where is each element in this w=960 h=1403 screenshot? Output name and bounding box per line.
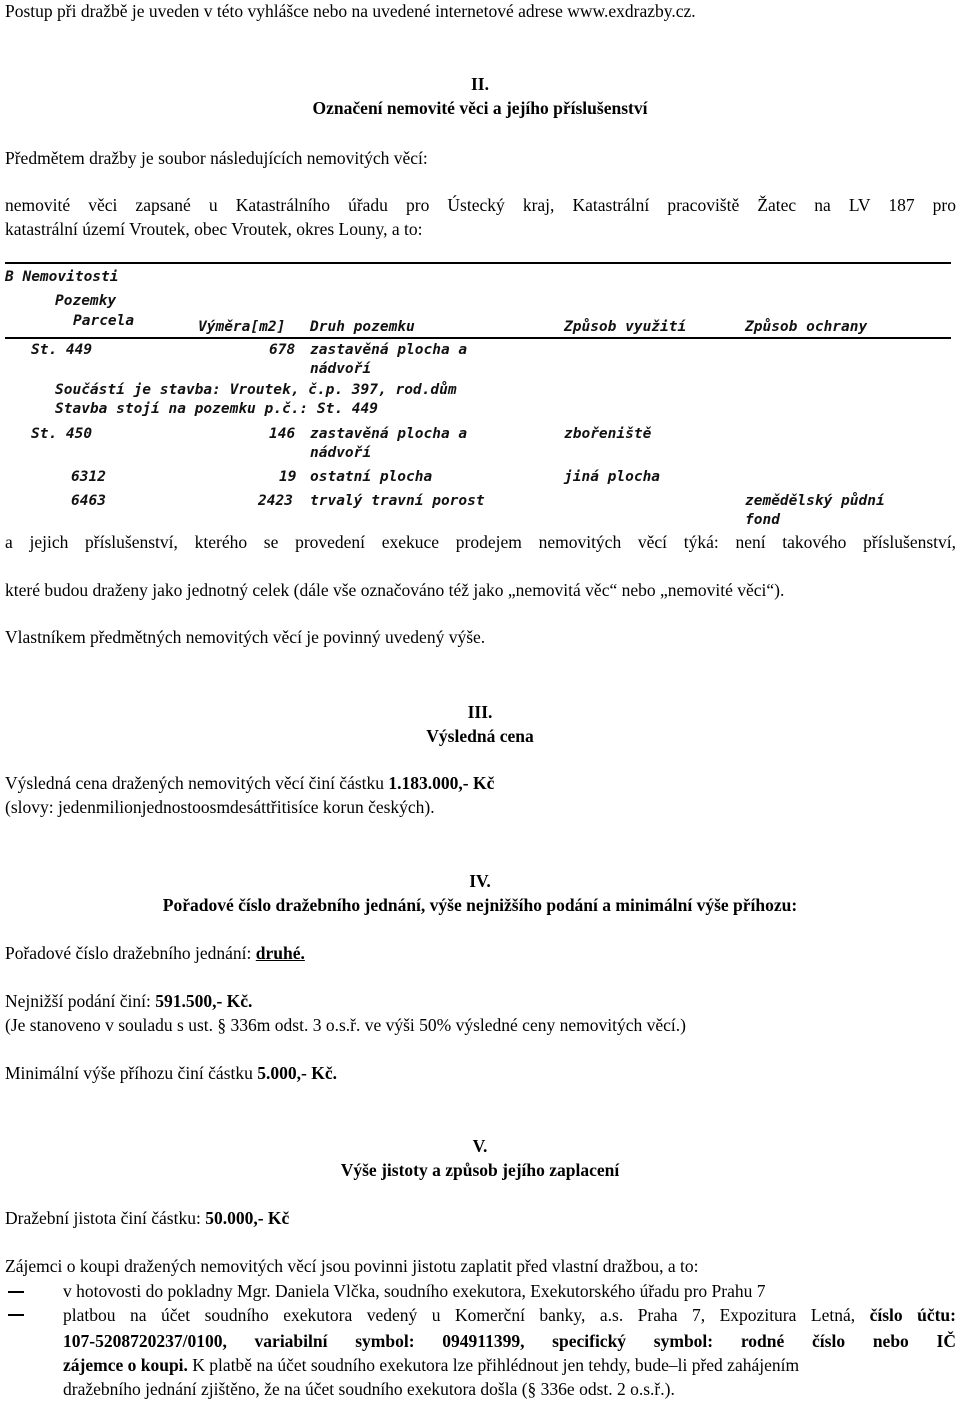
auction-order-value: druhé. (255, 943, 305, 963)
transfer-condition: K platbě na účet soudního exekutora lze přihlédnout jen tehdy, bude–li před zahájením (187, 1355, 800, 1375)
deposit-label: Dražební jistota činí částku: (5, 1208, 206, 1228)
final-price-label: Výsledná cena dražených nemovitých věcí činí částku (5, 773, 389, 793)
section-2-number: II. (471, 74, 489, 94)
row4-parcel: 6463 (71, 493, 106, 509)
section-5-number: V. (472, 1136, 488, 1156)
auction-order-label: Pořadové číslo dražebního jednání: (5, 943, 256, 963)
minimum-bid-value: 591.500,- Kč. (155, 991, 253, 1011)
row2-area: 146 (269, 426, 296, 442)
section-3-title: Výsledná cena (426, 726, 534, 746)
row3-parcel: 6312 (71, 469, 106, 485)
row2-type-cont: nádvoří (310, 445, 372, 461)
col-protection: Způsob ochrany (745, 319, 868, 335)
payment-option-transfer-line3 (63, 1354, 956, 1376)
property-paragraph-line2: katastrální území Vroutek, obec Vroutek, okres Louny, a to: (5, 219, 423, 239)
col-area: Výměra[m2] (198, 319, 286, 335)
row1-type: zastavěná plocha a (310, 342, 468, 358)
minimum-increment-value: 5.000,- Kč. (257, 1063, 337, 1083)
col-land-type: Druh pozemku (310, 319, 415, 335)
owner-paragraph: Vlastníkem předmětných nemovitých věcí je povinný uvedený výše. (5, 627, 486, 647)
row4-type: trvalý travní porost (310, 493, 485, 509)
row3-type: ostatní plocha (310, 469, 433, 485)
section-4-number: IV. (469, 871, 491, 891)
bullet-dash-1 (8, 1291, 24, 1293)
accessories-paragraph-line2: které budou draženy jako jednotný celek (dále vše označováno též jako „nemovitá věc“ nebo „nemovité věci“). (5, 580, 785, 600)
payment-option-transfer-line4: dražebního jednání zjištěno, že na účet soudního exekutora došla (§ 336e odst. 2 o.s.ř.). (63, 1379, 675, 1399)
row4-protection-cont: fond (745, 512, 780, 528)
registry-extract (5, 262, 951, 530)
registry-heading: B Nemovitosti (5, 269, 119, 285)
final-price-value: 1.183.000,- Kč (388, 773, 495, 793)
minimum-bid-line (5, 990, 252, 1012)
payment-option-transfer-line2: 107-5208720237/0100, variabilní symbol: 094911399, specifický symbol: rodné číslo nebo IČ (63, 1331, 956, 1351)
col-use: Způsob využití (564, 319, 687, 335)
row2-type: zastavěná plocha a (310, 426, 468, 442)
final-price-line (5, 772, 494, 794)
registry-header-rule (5, 337, 951, 339)
auction-order-line (5, 942, 305, 964)
minimum-bid-label: Nejnižší podání činí: (5, 991, 156, 1011)
col-parcel: Parcela (73, 313, 135, 329)
row2-parcel: St. 450 (31, 426, 93, 442)
registry-subheading: Pozemky (55, 293, 117, 309)
row3-use: jiná plocha (564, 469, 661, 485)
bidder-label: zájemce o koupi. (63, 1355, 188, 1375)
registry-top-rule (5, 262, 951, 264)
transfer-text: platbou na účet soudního exekutora vedený u Komerční banky, a.s. Praha 7, Expozitura Letná, (63, 1305, 870, 1325)
property-paragraph-line1: nemovité věci zapsané u Katastrálního úřadu pro Ústecký kraj, Katastrální pracoviště Žatec na LV 187 pro (5, 195, 956, 215)
deposit-line (5, 1207, 289, 1229)
bullet-dash-2 (8, 1314, 24, 1316)
row2-use: zbořeniště (564, 426, 652, 442)
account-number-label: číslo účtu: (869, 1305, 956, 1325)
section-3-number: III. (467, 702, 493, 722)
row1-parcel: St. 449 (31, 342, 93, 358)
deposit-value: 50.000,- Kč (205, 1208, 290, 1228)
row1-type-cont: nádvoří (310, 361, 372, 377)
payment-option-cash: v hotovosti do pokladny Mgr. Daniela Vlčka, soudního exekutora, Exekutorského úřadu pro Prahu 7 (63, 1281, 766, 1301)
row4-protection: zemědělský půdní (745, 493, 885, 509)
section-2-title: Označení nemovité věci a jejího příslušenství (312, 98, 648, 118)
final-price-in-words: (slovy: jedenmilionjednostoosmdesáttřitisíce korun českých). (5, 797, 435, 817)
accessories-paragraph-line1: a jejich příslušenství, kterého se provedení exekuce prodejem nemovitých věcí týká: není takového příslušenství, (5, 532, 956, 552)
section-2-lead: Předmětem dražby je soubor následujících nemovitých věcí: (5, 148, 428, 168)
minimum-increment-line (5, 1062, 337, 1084)
payment-option-transfer-line1 (63, 1304, 956, 1326)
minimum-increment-label: Minimální výše příhozu činí částku (5, 1063, 258, 1083)
row1-note-stands-on: Stavba stojí na pozemku p.č.: St. 449 (55, 401, 379, 417)
row4-area: 2423 (258, 493, 293, 509)
row3-area: 19 (279, 469, 297, 485)
section-4-title: Pořadové číslo dražebního jednání, výše nejnižšího podání a minimální výše příhozu: (162, 895, 798, 915)
deposit-payment-lead: Zájemci o koupi dražených nemovitých věcí jsou povinni jistotu zaplatit před vlastní dražbou, a to: (5, 1256, 699, 1276)
intro-text: Postup při dražbě je uveden v této vyhlášce nebo na uvedené internetové adrese www.exdrazby.cz. (5, 1, 696, 21)
row1-note-building: Součástí je stavba: Vroutek, č.p. 397, rod.dům (55, 382, 457, 398)
row1-area: 678 (269, 342, 296, 358)
minimum-bid-legal-note: (Je stanoveno v souladu s ust. § 336m odst. 3 o.s.ř. ve výši 50% výsledné ceny nemovitých věcí.) (5, 1015, 686, 1035)
section-5-title: Výše jistoty a způsob jejího zaplacení (340, 1160, 620, 1180)
